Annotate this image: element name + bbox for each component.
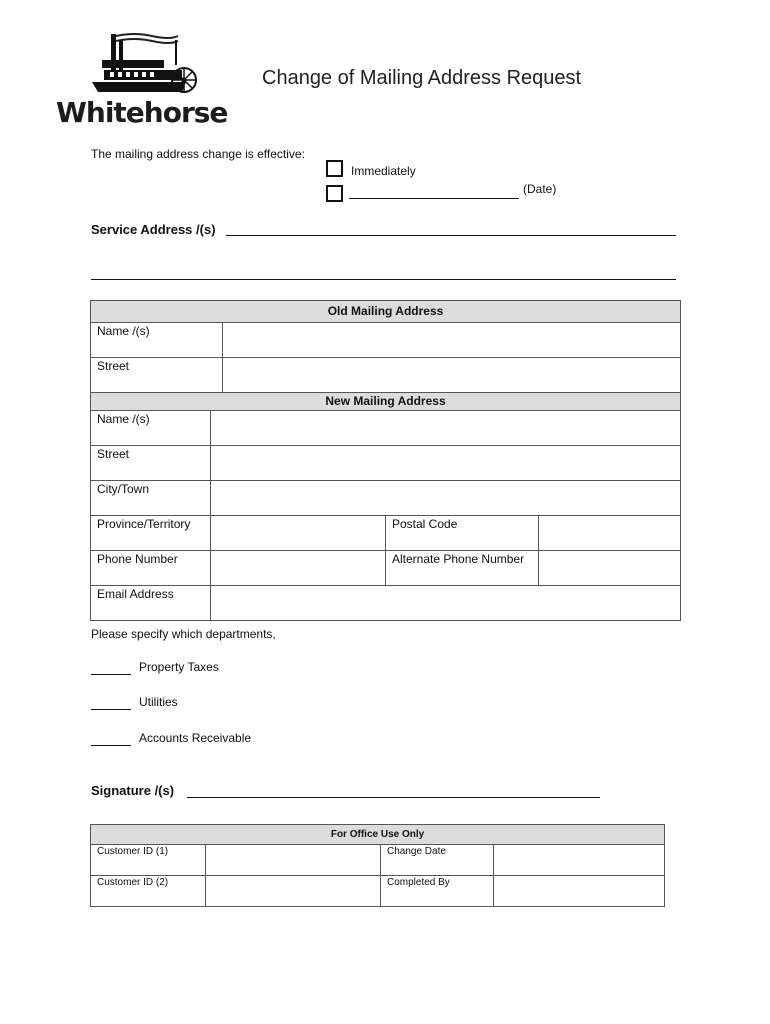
logo-wordmark: Whitehorse: [56, 96, 228, 129]
old-street-field[interactable]: [223, 358, 681, 393]
date-label: (Date): [523, 182, 557, 196]
whitehorse-logo: [54, 30, 228, 130]
old-mailing-header: Old Mailing Address: [91, 301, 681, 323]
old-name-input[interactable]: [223, 323, 680, 357]
email-field[interactable]: [211, 586, 681, 621]
phone-field[interactable]: [211, 551, 386, 586]
postal-code-field[interactable]: [539, 516, 681, 551]
customer-id-1-input[interactable]: [206, 845, 380, 875]
old-name-field[interactable]: [223, 323, 681, 358]
old-street-label: Street: [91, 358, 223, 393]
customer-id-1-label: Customer ID (1): [91, 845, 206, 876]
province-field[interactable]: [211, 516, 386, 551]
departments-label: Please specify which departments,: [91, 627, 276, 641]
email-label: Email Address: [91, 586, 211, 621]
old-name-label: Name /(s): [91, 323, 223, 358]
address-table: [90, 300, 681, 621]
office-use-header: For Office Use Only: [91, 825, 665, 845]
office-use-table: [90, 824, 665, 907]
service-address-line-2[interactable]: [91, 279, 676, 280]
new-street-field[interactable]: [211, 446, 681, 481]
signature-line[interactable]: [187, 797, 600, 798]
new-name-field[interactable]: [211, 411, 681, 446]
phone-input[interactable]: [211, 551, 385, 585]
effective-label: The mailing address change is effective:: [91, 147, 305, 161]
completed-by-field[interactable]: [494, 876, 665, 907]
customer-id-2-field[interactable]: [206, 876, 381, 907]
department-utilities: Utilities: [139, 695, 178, 709]
department-property-taxes: Property Taxes: [139, 660, 219, 674]
new-name-input[interactable]: [211, 411, 680, 445]
immediately-label: Immediately: [351, 164, 416, 178]
accounts-receivable-blank[interactable]: [91, 745, 131, 746]
change-date-field[interactable]: [494, 845, 665, 876]
date-checkbox[interactable]: [326, 185, 343, 202]
signature-label: Signature /(s): [91, 783, 175, 798]
new-street-label: Street: [91, 446, 211, 481]
province-label: Province/Territory: [91, 516, 211, 551]
new-mailing-header: New Mailing Address: [91, 393, 681, 411]
alt-phone-field[interactable]: [539, 551, 681, 586]
alt-phone-label: Alternate Phone Number: [386, 551, 539, 586]
utilities-blank[interactable]: [91, 709, 131, 710]
city-input[interactable]: [211, 481, 680, 515]
service-address-label: Service Address /(s): [91, 222, 216, 237]
postal-code-label: Postal Code: [386, 516, 539, 551]
department-accounts-receivable: Accounts Receivable: [139, 731, 252, 745]
city-field[interactable]: [211, 481, 681, 516]
new-name-label: Name /(s): [91, 411, 211, 446]
sternwheeler-boat-icon: [54, 30, 219, 100]
effective-date-line[interactable]: [349, 198, 519, 199]
alt-phone-input[interactable]: [539, 551, 680, 585]
service-address-line-1[interactable]: [226, 235, 676, 236]
customer-id-2-label: Customer ID (2): [91, 876, 206, 907]
property-taxes-blank[interactable]: [91, 674, 131, 675]
page-title: Change of Mailing Address Request: [262, 67, 582, 89]
postal-code-input[interactable]: [539, 516, 680, 550]
email-input[interactable]: [211, 586, 680, 620]
province-input[interactable]: [211, 516, 385, 550]
city-label: City/Town: [91, 481, 211, 516]
completed-by-label: Completed By: [381, 876, 494, 907]
completed-by-input[interactable]: [494, 876, 664, 906]
customer-id-2-input[interactable]: [206, 876, 380, 906]
change-date-input[interactable]: [494, 845, 664, 875]
old-street-input[interactable]: [223, 358, 680, 392]
change-date-label: Change Date: [381, 845, 494, 876]
new-street-input[interactable]: [211, 446, 680, 480]
immediately-checkbox[interactable]: [326, 160, 343, 177]
phone-label: Phone Number: [91, 551, 211, 586]
customer-id-1-field[interactable]: [206, 845, 381, 876]
